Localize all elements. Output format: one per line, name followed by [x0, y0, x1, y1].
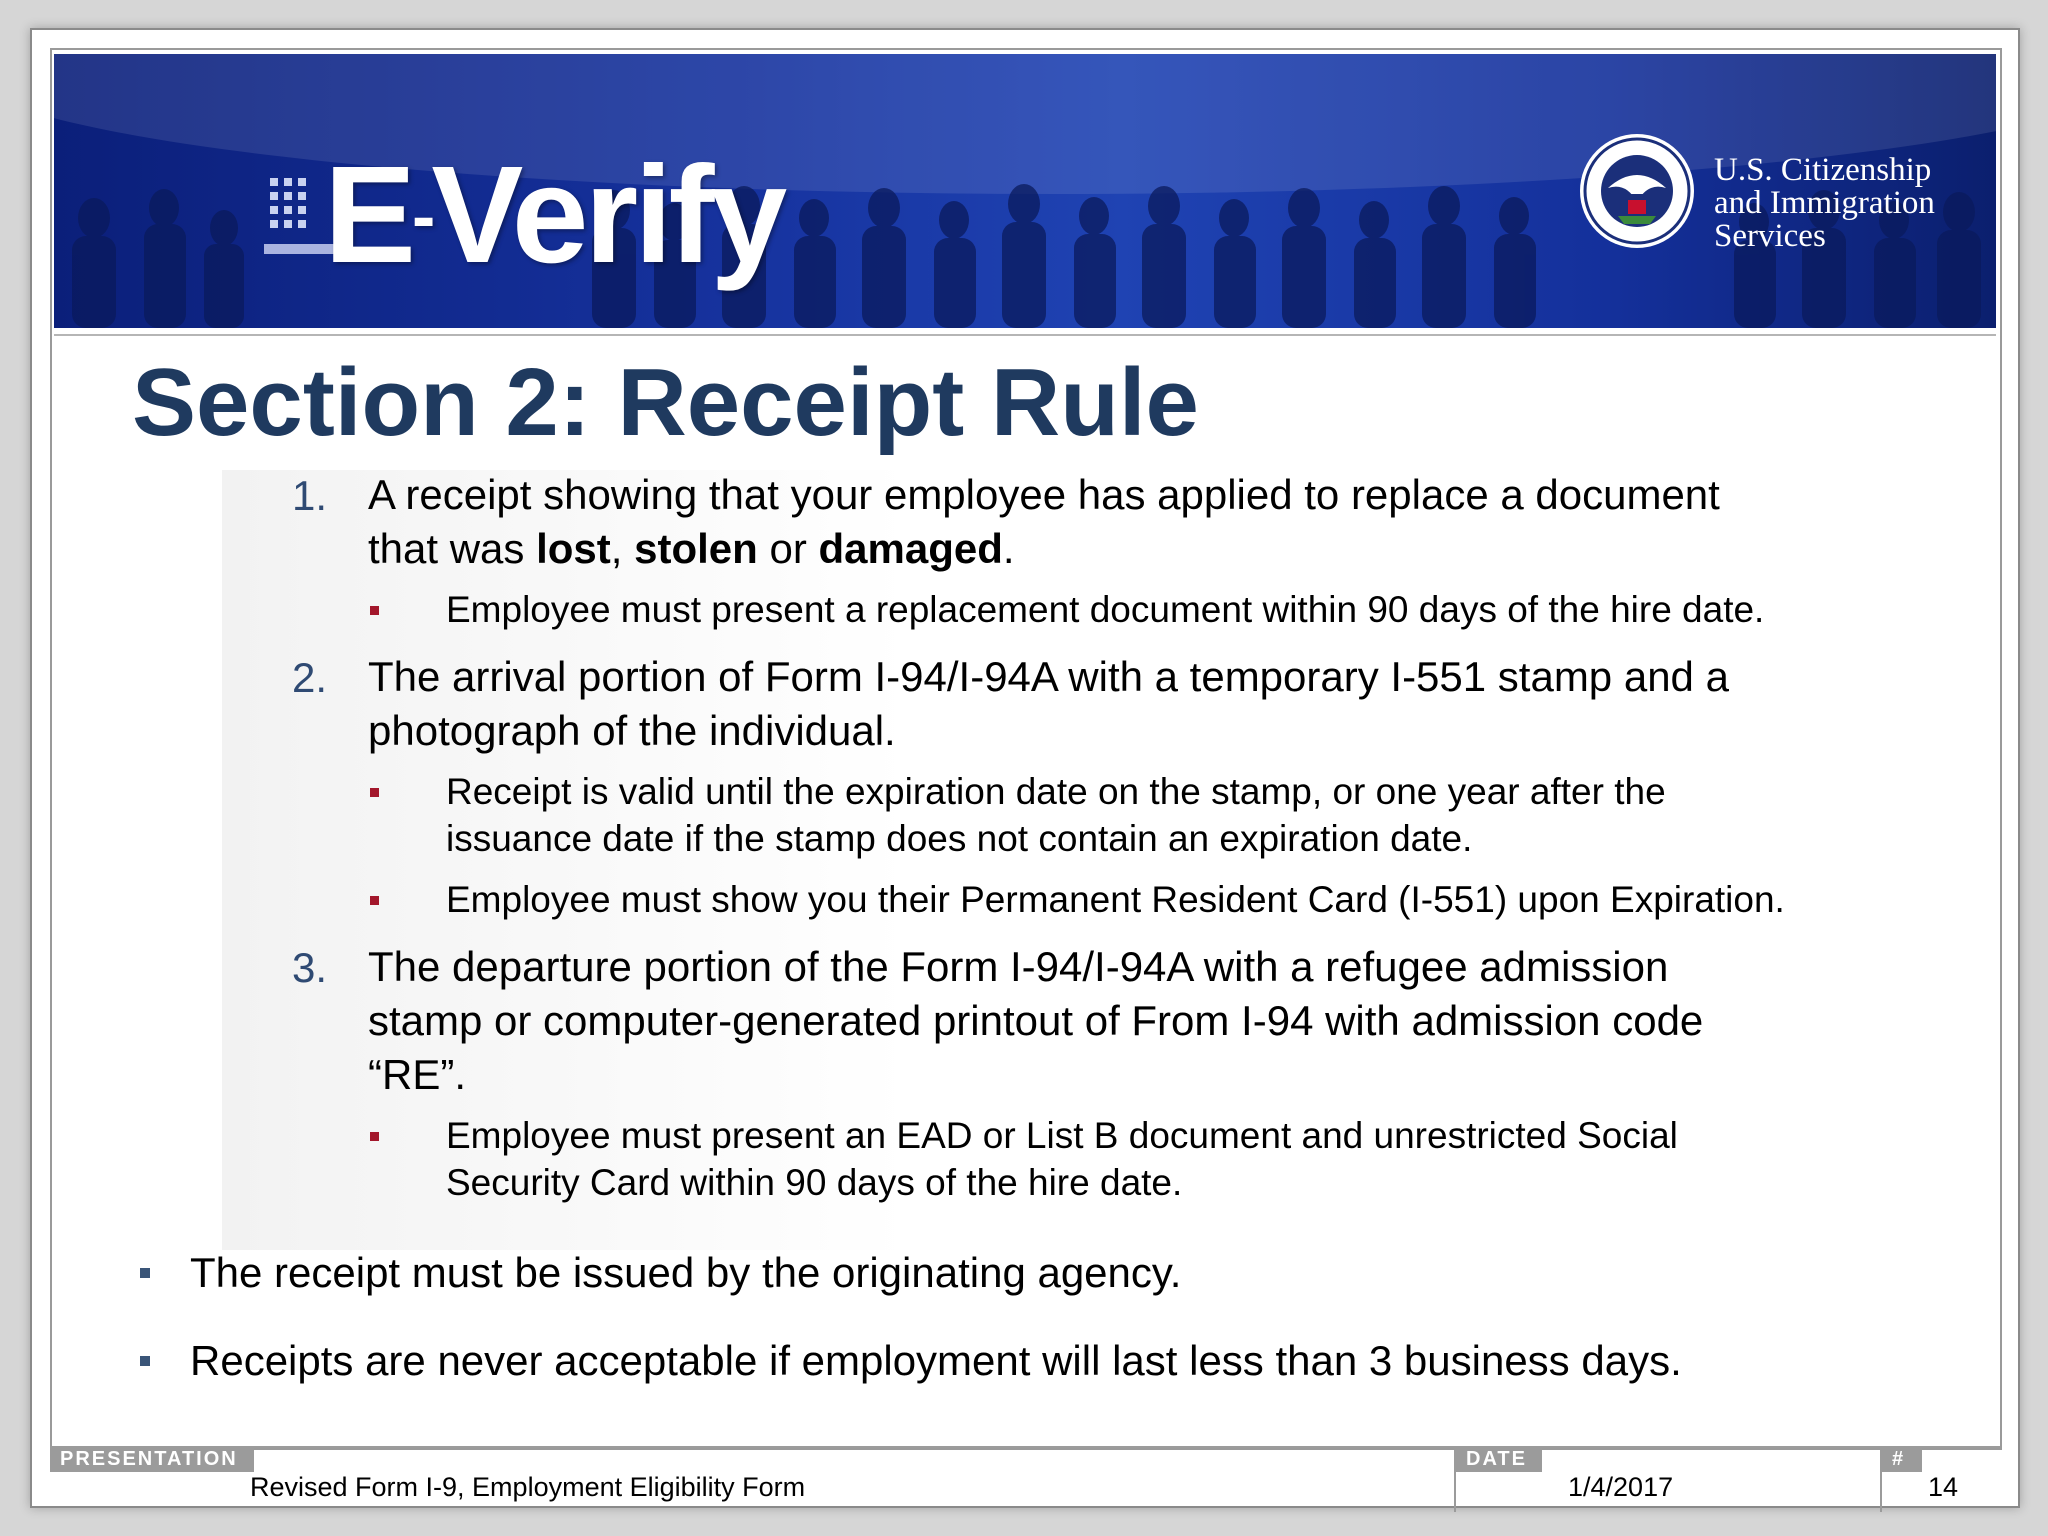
item-1-bold-stolen: stolen — [634, 525, 758, 572]
item-1-line-2 — [368, 522, 1720, 576]
agency-line-2: and Immigration — [1714, 185, 1935, 221]
header-banner — [54, 54, 1996, 328]
everify-logo — [264, 138, 784, 328]
item-3-line-3: “RE”. — [368, 1051, 466, 1098]
item-3-sub-1-line-1: Employee must present an EAD or List B document and unrestricted Social — [446, 1115, 1678, 1156]
item-2-sub-1-line-1: Receipt is valid until the expiration date on the stamp, or one year after the — [446, 771, 1666, 812]
main-bullet-1: The receipt must be issued by the originating agency. — [190, 1249, 1182, 1296]
everify-wordmark — [324, 138, 784, 292]
item-3-text — [368, 940, 1703, 1102]
item-1-sep-2: or — [757, 525, 819, 572]
item-3-number: 3. — [292, 944, 328, 991]
footer-page-label: # — [1882, 1446, 1922, 1472]
item-1-line-1: A receipt showing that your employee has applied to replace a document — [368, 471, 1720, 518]
item-1-number: 1. — [292, 472, 328, 519]
sub-bullet-icon — [370, 788, 379, 797]
slide-title: Section 2: Receipt Rule — [132, 349, 1199, 456]
footer-date-value: 1/4/2017 — [1568, 1472, 1674, 1502]
dhs-seal-icon — [1578, 132, 1696, 250]
brand-suffix: Verify — [431, 138, 784, 292]
footer — [50, 1446, 2000, 1512]
header-divider — [54, 334, 1996, 336]
footer-presentation-value: Revised Form I-9, Employment Eligibility Form — [250, 1472, 806, 1502]
sub-bullet-icon — [370, 606, 379, 615]
main-bullet-icon — [140, 1356, 150, 1366]
main-bullet-icon — [140, 1268, 150, 1278]
item-2-line-1: The arrival portion of Form I-94/I-94A with a temporary I-551 stamp and a — [368, 653, 1729, 700]
brand-dash: - — [412, 177, 432, 255]
item-1-bold-lost: lost — [536, 525, 611, 572]
item-3-line-1: The departure portion of the Form I-94/I-94A with a refugee admission — [368, 943, 1669, 990]
footer-date-label: DATE — [1456, 1446, 1542, 1472]
item-1-bold-damaged: damaged — [818, 525, 1003, 572]
item-3-sub-1 — [446, 1112, 1678, 1206]
footer-page-value: 14 — [1928, 1472, 1959, 1502]
slide — [30, 28, 2020, 1508]
item-3-line-2: stamp or computer-generated printout of From I-94 with admission code — [368, 997, 1704, 1044]
sub-bullet-icon — [370, 896, 379, 905]
item-2-number: 2. — [292, 654, 328, 701]
item-1-sep-1: , — [610, 525, 635, 572]
item-1-prefix: that was — [368, 525, 537, 572]
footer-presentation-label: PRESENTATION — [50, 1446, 254, 1472]
brand-prefix: E — [324, 138, 413, 292]
sub-bullet-icon — [370, 1132, 379, 1141]
item-1-sub-1: Employee must present a replacement document within 90 days of the hire date. — [446, 589, 1765, 630]
item-2-sub-1-line-2: issuance date if the stamp does not contain an expiration date. — [446, 818, 1473, 859]
item-1-end: . — [1002, 525, 1015, 572]
agency-line-3: Services — [1714, 218, 1826, 254]
item-2-sub-1 — [446, 768, 1666, 862]
item-1-text — [368, 468, 1720, 576]
item-2-text — [368, 650, 1729, 758]
agency-name — [1714, 154, 1935, 253]
main-bullet-2: Receipts are never acceptable if employment will last less than 3 business days. — [190, 1337, 1682, 1384]
item-2-line-2: photograph of the individual. — [368, 707, 896, 754]
agency-line-1: U.S. Citizenship — [1714, 152, 1932, 188]
item-3-sub-1-line-2: Security Card within 90 days of the hire date. — [446, 1162, 1183, 1203]
item-2-sub-2: Employee must show you their Permanent Resident Card (I-551) upon Expiration. — [446, 879, 1785, 920]
footer-top-rule — [50, 1446, 2000, 1448]
